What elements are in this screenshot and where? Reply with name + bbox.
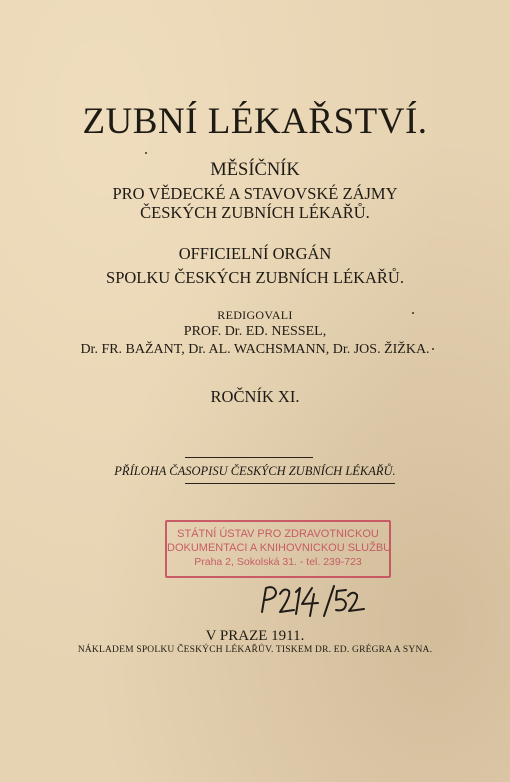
place-and-year: V PRAZE 1911.	[205, 628, 305, 644]
supplement-note: PŘÍLOHA ČASOPISU ČESKÝCH ZUBNÍCH LÉKAŘŮ.	[114, 464, 396, 478]
divider-top	[185, 457, 313, 458]
edited-by-label: REDIGOVALI	[217, 308, 293, 322]
journal-title: ZUBNÍ LÉKAŘSTVÍ.	[82, 101, 428, 142]
stamp-line-1: STÁTNÍ ÚSTAV PRO ZDRAVOTNICKOU	[177, 528, 379, 540]
publisher-line: NÁKLADEM SPOLKU ČESKÝCH LÉKAŘŮV. TISKEM DR. ED. GRÉGRA A SYNA.	[77, 645, 433, 655]
official-organ-line-1: OFFICIELNÍ ORGÁN	[178, 244, 332, 263]
volume-label: ROČNÍK XI.	[210, 387, 300, 406]
editor-line-1: PROF. Dr. ED. NESSEL,	[183, 324, 327, 339]
paper-speck	[145, 152, 147, 154]
paper-speck	[432, 348, 434, 350]
library-stamp	[165, 520, 391, 578]
stamp-line-2: DOKUMENTACI A KNIHOVNICKOU SLUŽBU	[167, 542, 392, 554]
divider-bottom	[185, 483, 395, 484]
handwritten-shelfmark	[258, 582, 368, 622]
subtitle-line-1: PRO VĚDECKÉ A STAVOVSKÉ ZÁJMY	[112, 184, 398, 203]
paper-speck	[412, 312, 414, 314]
official-organ-line-2: SPOLKU ČESKÝCH ZUBNÍCH LÉKAŘŮ.	[106, 268, 404, 287]
editor-line-2: Dr. FR. BAŽANT, Dr. AL. WACHSMANN, Dr. JOS. ŽIŽKA.	[80, 342, 430, 357]
stamp-line-3: Praha 2, Sokolská 31. - tel. 239-723	[194, 556, 362, 568]
periodicity-label: MĚSÍČNÍK	[210, 160, 300, 180]
subtitle-line-2: ČESKÝCH ZUBNÍCH LÉKAŘŮ.	[140, 203, 370, 222]
